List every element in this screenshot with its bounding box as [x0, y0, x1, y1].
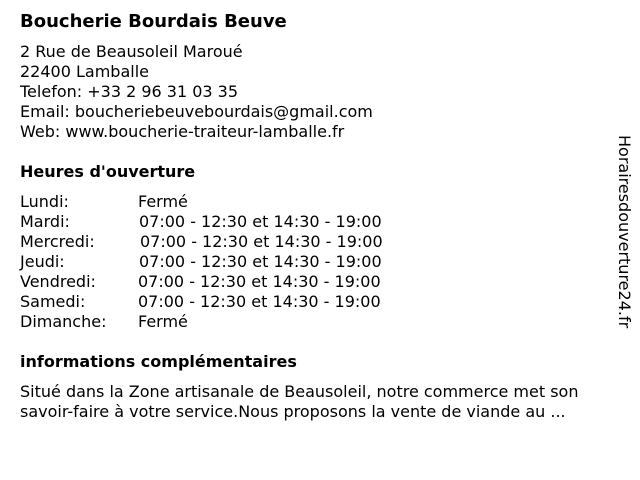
- hours-day: Lundi:: [20, 192, 69, 211]
- phone-line: Telefon: +33 2 96 31 03 35: [20, 82, 239, 101]
- hours-day: Jeudi:: [20, 252, 65, 271]
- hours-row-dimanche: [20, 312, 620, 332]
- info-heading: informations complémentaires: [20, 352, 297, 371]
- hours-day: Mercredi:: [20, 232, 95, 251]
- hours-table: [20, 192, 620, 332]
- hours-time: 07:00 - 12:30 et 14:30 - 19:00: [139, 212, 382, 231]
- hours-row-vendredi: [20, 272, 620, 292]
- hours-time: 07:00 - 12:30 et 14:30 - 19:00: [138, 292, 381, 311]
- business-name: Boucherie Bourdais Beuve: [20, 11, 287, 32]
- hours-time: 07:00 - 12:30 et 14:30 - 19:00: [138, 272, 381, 291]
- info-text-line-2: savoir-faire à votre service.Nous proposons la vente de viande au ...: [20, 402, 566, 421]
- info-text-line-1: Situé dans la Zone artisanale de Beausoleil, notre commerce met son: [20, 382, 579, 401]
- hours-day: Mardi:: [20, 212, 70, 231]
- address-line-2: 22400 Lamballe: [20, 62, 149, 81]
- hours-time: Fermé: [138, 192, 188, 211]
- hours-row-jeudi: [20, 252, 620, 272]
- hours-time: 07:00 - 12:30 et 14:30 - 19:00: [140, 232, 383, 251]
- address-line-1: 2 Rue de Beausoleil Maroué: [20, 42, 243, 61]
- business-card: [20, 10, 620, 422]
- hours-day: Samedi:: [20, 292, 86, 311]
- hours-row-mercredi: [20, 232, 620, 252]
- email-line: Email: boucheriebeuvebourdais@gmail.com: [20, 102, 373, 121]
- hours-row-mardi: [20, 212, 620, 232]
- web-line: Web: www.boucherie-traiteur-lamballe.fr: [20, 122, 345, 141]
- hours-time: Fermé: [138, 312, 188, 331]
- hours-row-samedi: [20, 292, 620, 312]
- hours-day: Dimanche:: [20, 312, 107, 331]
- site-watermark: Horairesdouverture24.fr: [615, 135, 634, 329]
- hours-time: 07:00 - 12:30 et 14:30 - 19:00: [139, 252, 382, 271]
- hours-row-lundi: [20, 192, 620, 212]
- hours-day: Vendredi:: [20, 272, 96, 291]
- hours-heading: Heures d'ouverture: [20, 162, 196, 181]
